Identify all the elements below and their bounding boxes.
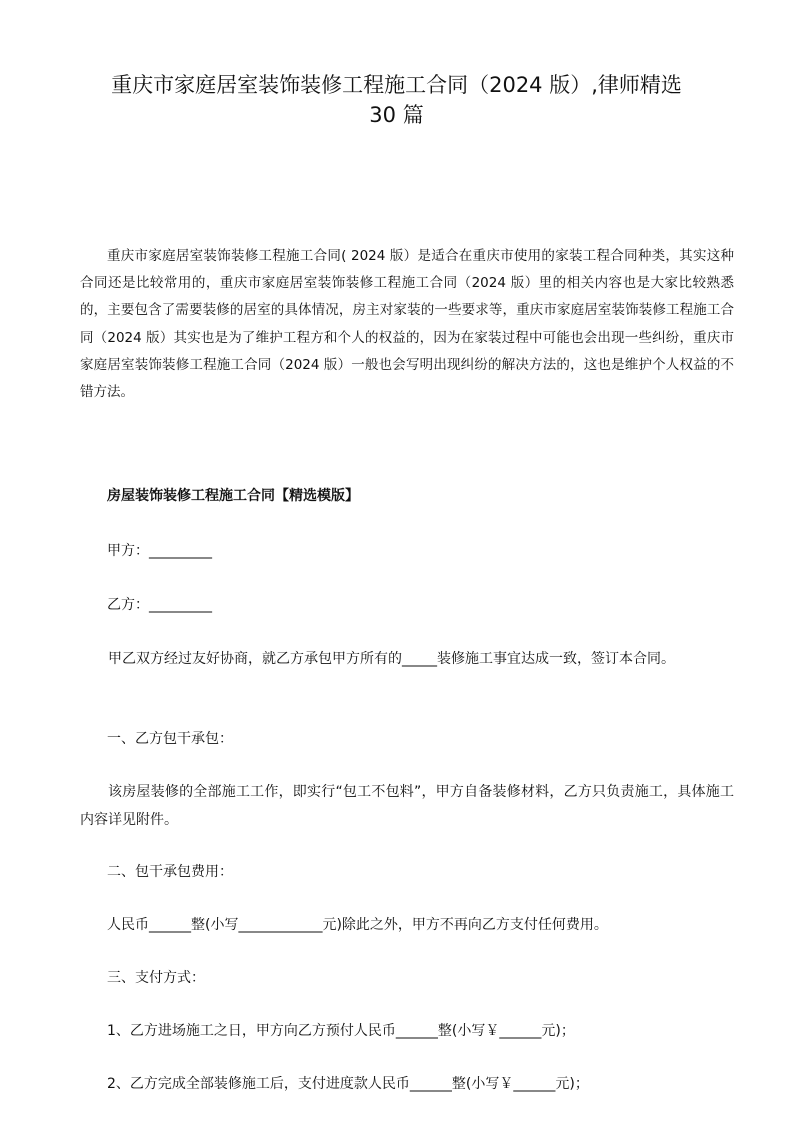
document-title <box>60 70 733 130</box>
document-title-line1: 重庆市家庭居室装饰装修工程施工合同（2024 版）,律师精选 <box>111 73 682 97</box>
party-a-line: 甲方：_________ <box>107 543 212 559</box>
section-heading: 房屋装饰装修工程施工合同【精选模版】 <box>107 488 359 504</box>
clause2-heading: 二、包干承包费用： <box>107 864 233 880</box>
clause3-heading: 三、支付方式： <box>107 970 205 986</box>
intro-paragraph: 重庆市家庭居室装饰装修工程施工合同( 2024 版）是适合在重庆市使用的家装工程合同种类，其实这种合同还是比较常用的，重庆市家庭居室装饰装修工程施工合同（2024 版）里的相关内容也是大家比较熟悉的，主要包含了需要装修的居室的具体情况，房主对家装的一些要求等，重庆市家庭居室装饰装修工程施工合同（2024 版）其实也是为了维护工程方和个人的权益的，因为在家装过程中可能也会出现一些纠纷，重庆市家庭居室装饰装修工程施工合同（2024 版）一般也会写明出现纠纷的解决方法的，这也是维护个人权益的不错方法。 <box>80 248 734 401</box>
party-b-line: 乙方：_________ <box>107 597 212 613</box>
clause1-body: 该房屋装修的全部施工工作，即实行“包工不包料”，甲方自备装修材料，乙方只负责施工，具体施工内容详见附件。 <box>80 784 734 828</box>
payment-item-2: 2、乙方完成全部装修施工后，支付进度款人民币______整(小写￥______元)； <box>107 1076 589 1092</box>
clause2-body: 人民币______整(小写____________元)除此之外，甲方不再向乙方支付任何费用。 <box>107 917 608 933</box>
payment-item-1: 1、乙方进场施工之日，甲方向乙方预付人民币______整(小写￥______元)； <box>107 1023 575 1039</box>
clause1-heading: 一、乙方包干承包： <box>107 731 233 747</box>
document-title-line2: 30 篇 <box>369 103 424 127</box>
agreement-paragraph: 甲乙双方经过友好协商，就乙方承包甲方所有的_____装修施工事宜达成一致，签订本合同。 <box>108 651 675 667</box>
